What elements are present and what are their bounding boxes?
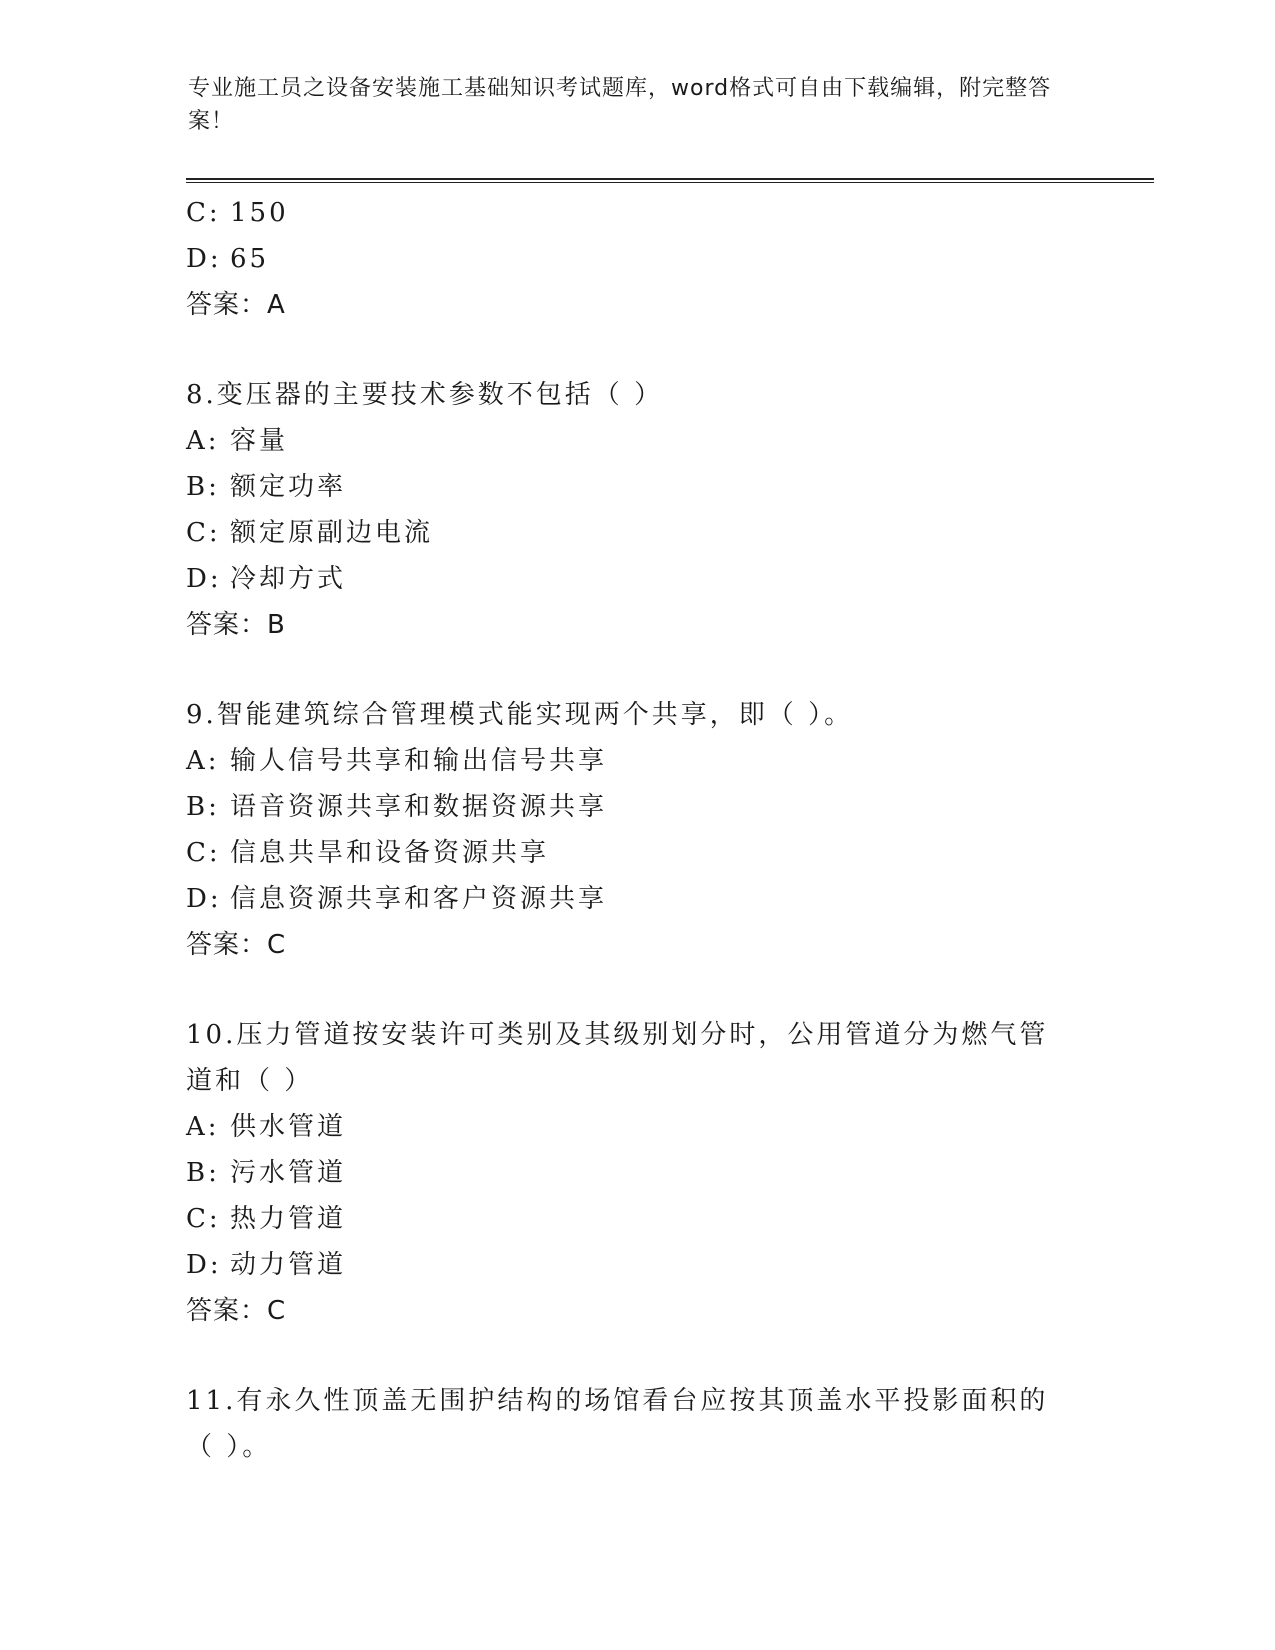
header-text: 专业施工员之设备安装施工基础知识考试题库，word格式可自由下载编辑，附完整答案！ xyxy=(188,76,1052,134)
option-d: D: 动力管道 xyxy=(186,1250,347,1280)
option-d: D: 65 xyxy=(186,244,270,274)
option-d: D: 冷却方式 xyxy=(186,564,347,594)
question-stem: 11.有永久性顶盖无围护结构的场馆看台应按其顶盖水平投影面积的（ ）。 xyxy=(186,1386,1049,1462)
question-list xyxy=(186,190,1086,1470)
header-rule xyxy=(186,178,1154,180)
option-c: C: 信息共旱和设备资源共享 xyxy=(186,838,550,868)
option-c: C: 热力管道 xyxy=(186,1204,347,1234)
option-c: C: 额定原副边电流 xyxy=(186,518,434,548)
header-rule-thin xyxy=(186,182,1154,183)
option-b: B: 额定功率 xyxy=(186,472,347,502)
question-stem: 9.智能建筑综合管理模式能实现两个共享，即（ ）。 xyxy=(186,700,854,730)
option-d: D: 信息资源共享和客户资源共享 xyxy=(186,884,608,914)
option-b: B: 语音资源共享和数据资源共享 xyxy=(186,792,608,822)
answer: 答案：A xyxy=(186,290,286,320)
question-stem: 10.压力管道按安装许可类别及其级别划分时，公用管道分为燃气管道和（ ） xyxy=(186,1020,1049,1096)
option-a: A: 供水管道 xyxy=(186,1112,347,1142)
answer: 答案：B xyxy=(186,610,286,640)
option-c: C: 150 xyxy=(186,198,289,228)
option-a: A: 输人信号共享和输出信号共享 xyxy=(186,746,608,776)
option-a: A: 容量 xyxy=(186,426,289,456)
document-header xyxy=(188,72,1068,138)
answer: 答案：C xyxy=(186,1296,287,1326)
question-stem: 8.变压器的主要技术参数不包括（ ） xyxy=(186,380,664,410)
answer: 答案：C xyxy=(186,930,287,960)
option-b: B: 污水管道 xyxy=(186,1158,347,1188)
